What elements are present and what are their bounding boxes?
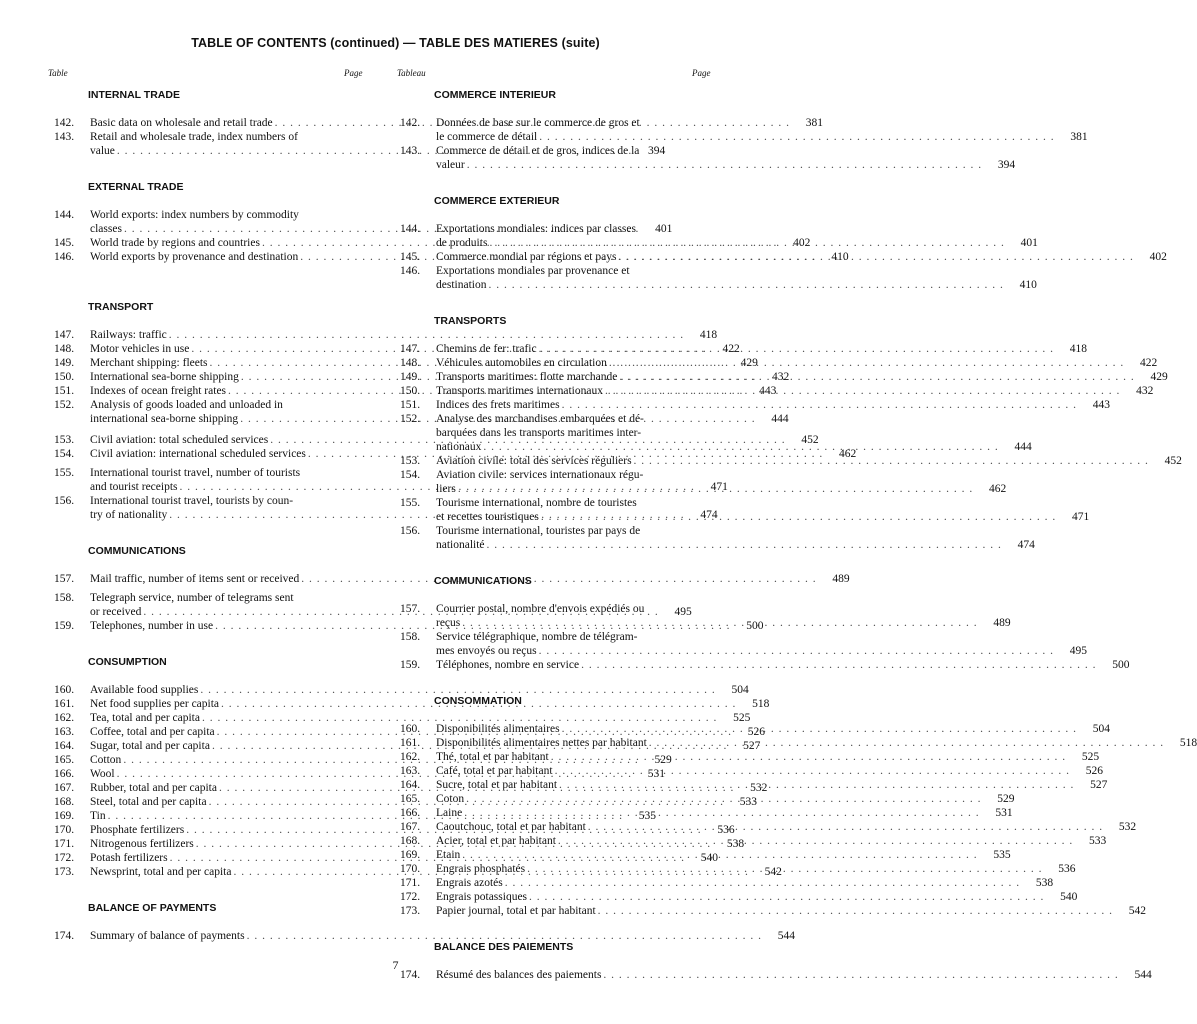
page-ref: 418: [1069, 343, 1087, 355]
toc-entry[interactable]: [400, 750, 1100, 764]
entry-title-line: Civil aviation: total scheduled services: [90, 434, 269, 446]
entry-title-line: Steel, total and per capita: [90, 796, 207, 808]
dot-leader: [541, 510, 1056, 524]
page-ref: 381: [805, 117, 824, 129]
table-number: 159.: [54, 620, 75, 632]
entry-title-line: Chemins de fer: trafic: [436, 343, 537, 355]
entry-title-line: International sea-borne shipping: [90, 371, 239, 383]
entry-title-line: nationalité: [436, 539, 485, 551]
table-number: 142.: [400, 117, 421, 129]
entry-title-line: Etain: [436, 849, 461, 861]
entry-title-line: mes envoyés ou reçus: [436, 645, 537, 657]
table-number: 163.: [400, 765, 421, 777]
table-number: 164.: [54, 740, 75, 752]
entry-title-line: Coffee, total and per capita: [90, 726, 215, 738]
page-ref: 540: [1060, 891, 1078, 903]
entry-title-line: destination: [436, 279, 487, 291]
page-ref: 422: [722, 343, 740, 355]
page-ref: 533: [1089, 835, 1107, 847]
entry-title-line: Mail traffic, number of items sent or received: [90, 573, 300, 585]
page-ref: 533: [739, 796, 757, 808]
entry-title-line: et recettes touristiques: [436, 511, 539, 523]
entry-title-line: International tourist travel, number of tourists: [90, 467, 301, 479]
toc-entry[interactable]: [400, 630, 1087, 658]
entry-title-line: nationaux: [436, 441, 482, 453]
entry-title-line: Caoutchouc, total et par habitant: [436, 821, 586, 833]
entry-title-line: Telegraph service, number of telegrams sent: [90, 592, 294, 604]
table-number: 156.: [54, 495, 75, 507]
section-title: BALANCE DES PAIEMENTS: [434, 941, 574, 953]
toc-entry[interactable]: [400, 904, 1147, 918]
entry-title-line: international sea-borne shipping: [90, 413, 239, 425]
dot-leader: [458, 482, 973, 496]
table-number: 163.: [54, 726, 75, 738]
page-ref: 444: [771, 413, 789, 425]
table-number: 144.: [54, 209, 75, 221]
toc-entry[interactable]: [400, 848, 1011, 862]
page-ref: 410: [1019, 279, 1037, 291]
dot-leader: [529, 890, 1044, 904]
page-ref: 402: [793, 237, 811, 249]
entry-title-line: Commerce mondial par régions et pays: [436, 251, 617, 263]
table-number: 150.: [54, 371, 75, 383]
page-number: 7: [392, 958, 399, 972]
page-ref: 531: [647, 768, 666, 780]
section-title: BALANCE OF PAYMENTS: [88, 902, 217, 914]
entry-title-line: Transports maritimes: flotte marchande: [436, 371, 618, 383]
section-title: CONSUMPTION: [88, 656, 167, 668]
page-ref: 500: [1112, 659, 1130, 671]
entry-title-line: barquées dans les transports maritimes inter-: [436, 427, 642, 439]
french-contents-column: [400, 88, 1197, 982]
entry-title-line: Véhicules automobiles en circulation: [436, 357, 607, 369]
page-ref: 529: [654, 754, 672, 766]
page-ref: 535: [638, 810, 656, 822]
table-number: 167.: [54, 782, 75, 794]
entry-title-line: le commerce de détail: [436, 131, 538, 143]
page-ref: 527: [743, 740, 761, 752]
entry-title-line: Basic data on wholesale and retail trade: [90, 117, 273, 129]
dot-leader: [462, 616, 977, 630]
page-ref: 462: [988, 483, 1007, 495]
dot-leader: [555, 764, 1070, 778]
dot-leader: [588, 820, 1103, 834]
toc-entry[interactable]: [400, 806, 1013, 820]
table-number: 161.: [54, 698, 75, 710]
toc-entry[interactable]: [400, 264, 1037, 292]
table-number: 146.: [400, 265, 421, 277]
entry-title-line: Engrais phosphatés: [436, 863, 526, 875]
table-number: 169.: [400, 849, 421, 861]
entry-title-line: Données de base sur le commerce de gros et: [436, 117, 640, 129]
page-ref: 518: [752, 698, 770, 710]
entry-title-line: or received: [90, 606, 142, 618]
table-number: 173.: [400, 905, 421, 917]
entry-title-line: Tin: [90, 810, 106, 822]
dot-leader: [562, 398, 1077, 412]
entry-title-line: Disponibilités alimentaires nettes par habitant: [436, 737, 647, 749]
entry-title-line: Telephones, number in use: [90, 620, 214, 632]
page-ref: 542: [1128, 905, 1147, 917]
page-ref: 532: [750, 782, 768, 794]
entry-title-line: liers: [436, 483, 456, 495]
page-ref: 495: [674, 606, 692, 618]
section-title: TRANSPORT: [88, 301, 154, 313]
table-number: 160.: [54, 684, 75, 696]
table-number: 166.: [54, 768, 75, 780]
entry-title-line: Transports maritimes internationaux: [436, 385, 603, 397]
entry-title-line: Nitrogenous fertilizers: [90, 838, 194, 850]
dot-leader: [462, 848, 977, 862]
toc-section: [400, 194, 1167, 292]
page-ref: 529: [997, 793, 1015, 805]
page-ref: 394: [648, 145, 666, 157]
dot-leader: [619, 370, 1134, 384]
page-ref: 538: [726, 838, 745, 850]
entry-title-line: Railways: traffic: [90, 329, 167, 341]
table-number: 146.: [54, 251, 75, 263]
dot-leader: [464, 806, 979, 820]
dot-leader: [581, 658, 1096, 672]
dot-leader: [634, 454, 1149, 468]
entry-title-line: Thé, total et par habitant: [436, 751, 549, 763]
table-number: 154.: [400, 469, 421, 481]
table-number: 147.: [400, 343, 421, 355]
entry-title-line: Exportations mondiales par provenance et: [436, 265, 630, 277]
entry-title-line: value: [90, 145, 115, 157]
dot-leader: [539, 342, 1054, 356]
entry-title-line: Service télégraphique, nombre de télégram-: [436, 631, 638, 643]
entry-title-line: World trade by regions and countries: [90, 237, 260, 249]
entry-title-line: Laine: [436, 807, 463, 819]
dot-leader: [527, 862, 1042, 876]
table-number: 170.: [54, 824, 75, 836]
toc-entry[interactable]: [400, 144, 1016, 172]
dot-leader: [539, 644, 1054, 658]
entry-title-line: Available food supplies: [90, 684, 199, 696]
entry-title-line: Café, total et par habitant: [436, 765, 553, 777]
right-table-header: Tableau: [397, 68, 426, 78]
table-number: 158.: [54, 592, 75, 604]
entry-title-line: Engrais azotés: [436, 877, 503, 889]
page-ref: 429: [740, 357, 758, 369]
toc-section: [400, 574, 1130, 672]
entry-title-line: Analyse des marchandises embarquées et dé-: [436, 413, 644, 425]
entry-title-line: Commerce de détail et de gros, indices de la: [436, 145, 640, 157]
entry-title-line: Retail and wholesale trade, index numbers of: [90, 131, 298, 143]
entry-title-line: try of nationality: [90, 509, 168, 521]
dot-leader: [466, 792, 981, 806]
toc-entry[interactable]: [400, 658, 1130, 672]
table-number: 161.: [400, 737, 421, 749]
dot-leader: [488, 278, 1003, 292]
dot-leader: [598, 904, 1113, 918]
section-title: INTERNAL TRADE: [88, 89, 180, 101]
page-ref: 401: [655, 223, 673, 235]
dot-leader: [505, 876, 1020, 890]
table-number: 171.: [400, 877, 421, 889]
page-ref: 471: [1071, 511, 1090, 523]
page-ref: 452: [1164, 455, 1182, 467]
table-number: 148.: [400, 357, 421, 369]
page-ref: 531: [995, 807, 1013, 819]
table-number: 152.: [400, 413, 421, 425]
toc-entry[interactable]: [400, 524, 1035, 552]
table-number: 155.: [54, 467, 75, 479]
table-number: 165.: [400, 793, 421, 805]
table-number: 165.: [54, 754, 75, 766]
table-number: 143.: [54, 131, 75, 143]
toc-entry[interactable]: [400, 764, 1103, 778]
toc-section: [400, 314, 1182, 552]
table-number: 158.: [400, 631, 421, 643]
table-number: 172.: [54, 852, 75, 864]
table-number: 168.: [400, 835, 421, 847]
page-ref: 432: [1136, 385, 1154, 397]
table-number: 155.: [400, 497, 421, 509]
page-ref: 495: [1069, 645, 1087, 657]
entry-title-line: Phosphate fertilizers: [90, 824, 185, 836]
entry-title-line: Sugar, total and per capita: [90, 740, 210, 752]
table-number: 166.: [400, 807, 421, 819]
page-ref: 536: [1058, 863, 1076, 875]
entry-title-line: Summary of balance of payments: [90, 930, 245, 942]
page-ref: 518: [1179, 737, 1197, 749]
dot-leader: [562, 722, 1077, 736]
dot-leader: [558, 834, 1073, 848]
page-ref: 538: [1035, 877, 1054, 889]
page-ref: 474: [1017, 539, 1035, 551]
toc-entry[interactable]: [54, 929, 795, 943]
page-ref: 527: [1090, 779, 1108, 791]
dot-leader: [559, 778, 1074, 792]
table-number: 142.: [54, 117, 75, 129]
entry-title-line: Net food supplies per capita: [90, 698, 220, 710]
page-ref: 489: [832, 573, 850, 585]
entry-title-line: Analysis of goods loaded and unloaded in: [90, 399, 283, 411]
table-number: 168.: [54, 796, 75, 808]
entry-title-line: Papier journal, total et par habitant: [436, 905, 596, 917]
entry-title-line: and tourist receipts: [90, 481, 178, 493]
page-ref: 444: [1014, 441, 1032, 453]
page-ref: 500: [746, 620, 764, 632]
table-number: 152.: [54, 399, 75, 411]
table-number: 149.: [400, 371, 421, 383]
entry-title-line: Indices des frets maritimes: [436, 399, 560, 411]
page-ref: 535: [993, 849, 1011, 861]
page-ref: 532: [1118, 821, 1137, 833]
entry-title-line: World exports by provenance and destination: [90, 251, 299, 263]
table-number: 157.: [400, 603, 421, 615]
entry-title-line: de produits: [436, 237, 488, 249]
toc-entry[interactable]: [54, 711, 751, 725]
dot-leader: [489, 236, 1004, 250]
entry-title-line: Wool: [90, 768, 115, 780]
table-number: 164.: [400, 779, 421, 791]
page-ref: 542: [764, 866, 782, 878]
table-number: 162.: [400, 751, 421, 763]
table-number: 171.: [54, 838, 75, 850]
right-page-header: Page: [692, 68, 711, 78]
table-number: 167.: [400, 821, 421, 833]
page-ref: 381: [1070, 131, 1088, 143]
table-number: 172.: [400, 891, 421, 903]
section-title: COMMERCE INTERIEUR: [434, 89, 556, 101]
page-ref: 402: [1149, 251, 1167, 263]
entry-title-line: Potash fertilizers: [90, 852, 168, 864]
page-ref: 432: [771, 371, 790, 383]
entry-title-line: Cotton: [90, 754, 122, 766]
page-ref: 540: [700, 852, 718, 864]
dot-leader: [487, 538, 1002, 552]
page-ref: 525: [1081, 751, 1100, 763]
toc-entry[interactable]: [400, 890, 1078, 904]
page-ref: 443: [1092, 399, 1110, 411]
entry-title-line: Indexes of ocean freight rates: [90, 385, 227, 397]
entry-title-line: Disponibilités alimentaires: [436, 723, 560, 735]
table-number: 160.: [400, 723, 421, 735]
entry-title-line: Merchant shipping: fleets: [90, 357, 208, 369]
dot-leader: [618, 250, 1133, 264]
page-ref: 544: [1134, 969, 1152, 981]
table-number: 145.: [400, 251, 421, 263]
table-number: 148.: [54, 343, 75, 355]
table-number: 157.: [54, 573, 75, 585]
table-number: 144.: [400, 223, 421, 235]
entry-title-line: Rubber, total and per capita: [90, 782, 217, 794]
page-ref: 504: [731, 684, 749, 696]
toc-entry[interactable]: [400, 876, 1054, 890]
section-title: TRANSPORTS: [434, 315, 507, 327]
dot-leader: [539, 130, 1054, 144]
entry-title-line: Sucre, total et par habitant: [436, 779, 558, 791]
page-ref: 394: [997, 159, 1016, 171]
entry-title-line: Acier, total et par habitant: [436, 835, 556, 847]
entry-title-line: Aviation civile: total des services réguliers: [436, 455, 632, 467]
entry-title-line: Exportations mondiales: indices par classes: [436, 223, 636, 235]
entry-title-line: Tourisme international, touristes par pays de: [436, 525, 641, 537]
entry-title-line: Engrais potassiques: [436, 891, 528, 903]
table-number: 147.: [54, 329, 75, 341]
entry-title-line: classes: [90, 223, 122, 235]
page-ref: 471: [710, 481, 728, 493]
table-number: 149.: [54, 357, 75, 369]
toc-entry[interactable]: [400, 116, 1088, 144]
dot-leader: [483, 440, 998, 454]
page-ref: 544: [777, 930, 795, 942]
left-table-header: Table: [48, 68, 68, 78]
dot-leader: [467, 158, 982, 172]
dot-leader: [605, 384, 1120, 398]
page-ref: 504: [1092, 723, 1110, 735]
page-ref: 401: [1020, 237, 1038, 249]
page-ref: 526: [1085, 765, 1103, 777]
entry-title-line: Motor vehicles in use: [90, 343, 190, 355]
page-ref: 489: [993, 617, 1011, 629]
section-title: EXTERNAL TRADE: [88, 181, 184, 193]
table-number: 150.: [400, 385, 421, 397]
page-ref: 418: [699, 329, 718, 341]
section-title: COMMUNICATIONS: [434, 575, 532, 587]
entry-title-line: Coton: [436, 793, 465, 805]
entry-title-line: Résumé des balances des paiements: [436, 969, 602, 981]
page-ref: 443: [759, 385, 777, 397]
section-title: CONSOMMATION: [434, 695, 522, 707]
entry-title-line: Civil aviation: international scheduled services: [90, 448, 306, 460]
dot-leader: [551, 750, 1066, 764]
entry-title-line: Courrier postal, nombre d'envois expédiés ou: [436, 603, 645, 615]
page-ref: 526: [747, 726, 766, 738]
table-number: 170.: [400, 863, 421, 875]
table-number: 153.: [54, 434, 75, 446]
table-number: 159.: [400, 659, 421, 671]
table-number: 151.: [54, 385, 75, 397]
page-ref: 410: [831, 251, 849, 263]
page-ref: 422: [1139, 357, 1158, 369]
entry-title-line: Aviation civile: services internationaux régu-: [436, 469, 644, 481]
entry-title-line: Tea, total and per capita: [90, 712, 200, 724]
page-ref: 429: [1150, 371, 1168, 383]
table-number: 162.: [54, 712, 75, 724]
page-ref: 525: [733, 712, 751, 724]
page-ref: 452: [801, 434, 819, 446]
entry-title-line: World exports: index numbers by commodity: [90, 209, 299, 221]
entry-title-line: Téléphones, nombre en service: [436, 659, 580, 671]
table-number: 154.: [54, 448, 75, 460]
table-number: 145.: [54, 237, 75, 249]
toc-section: [400, 88, 1088, 172]
table-number: 173.: [54, 866, 75, 878]
left-page-header: Page: [344, 68, 363, 78]
entry-title-line: Tourisme international, nombre de touristes: [436, 497, 637, 509]
section-title: COMMERCE EXTERIEUR: [434, 195, 560, 207]
table-number: 153.: [400, 455, 421, 467]
dot-leader: [649, 736, 1164, 750]
page-ref: 474: [700, 509, 718, 521]
table-number: 174.: [400, 969, 421, 981]
table-number: 151.: [400, 399, 421, 411]
entry-title-line: Newsprint, total and per capita: [90, 866, 232, 878]
toc-section: [400, 694, 1197, 918]
toc-entry[interactable]: [54, 683, 749, 697]
page-ref: 536: [717, 824, 735, 836]
entry-title-line: valeur: [436, 159, 465, 171]
table-number: 174.: [54, 930, 75, 942]
dot-leader: [609, 356, 1124, 370]
table-number: 156.: [400, 525, 421, 537]
entry-title-line: reçus: [436, 617, 461, 629]
toc-entry[interactable]: [400, 496, 1090, 524]
section-title: COMMUNICATIONS: [88, 545, 186, 557]
page-ref: 462: [839, 448, 857, 460]
toc-entry[interactable]: [54, 328, 718, 342]
toc-entry[interactable]: [400, 398, 1110, 412]
table-number: 169.: [54, 810, 75, 822]
table-number: 143.: [400, 145, 421, 157]
entry-title-line: International tourist travel, tourists by coun-: [90, 495, 294, 507]
page-title: TABLE OF CONTENTS (continued) — TABLE DES MATIERES (suite): [191, 36, 600, 50]
